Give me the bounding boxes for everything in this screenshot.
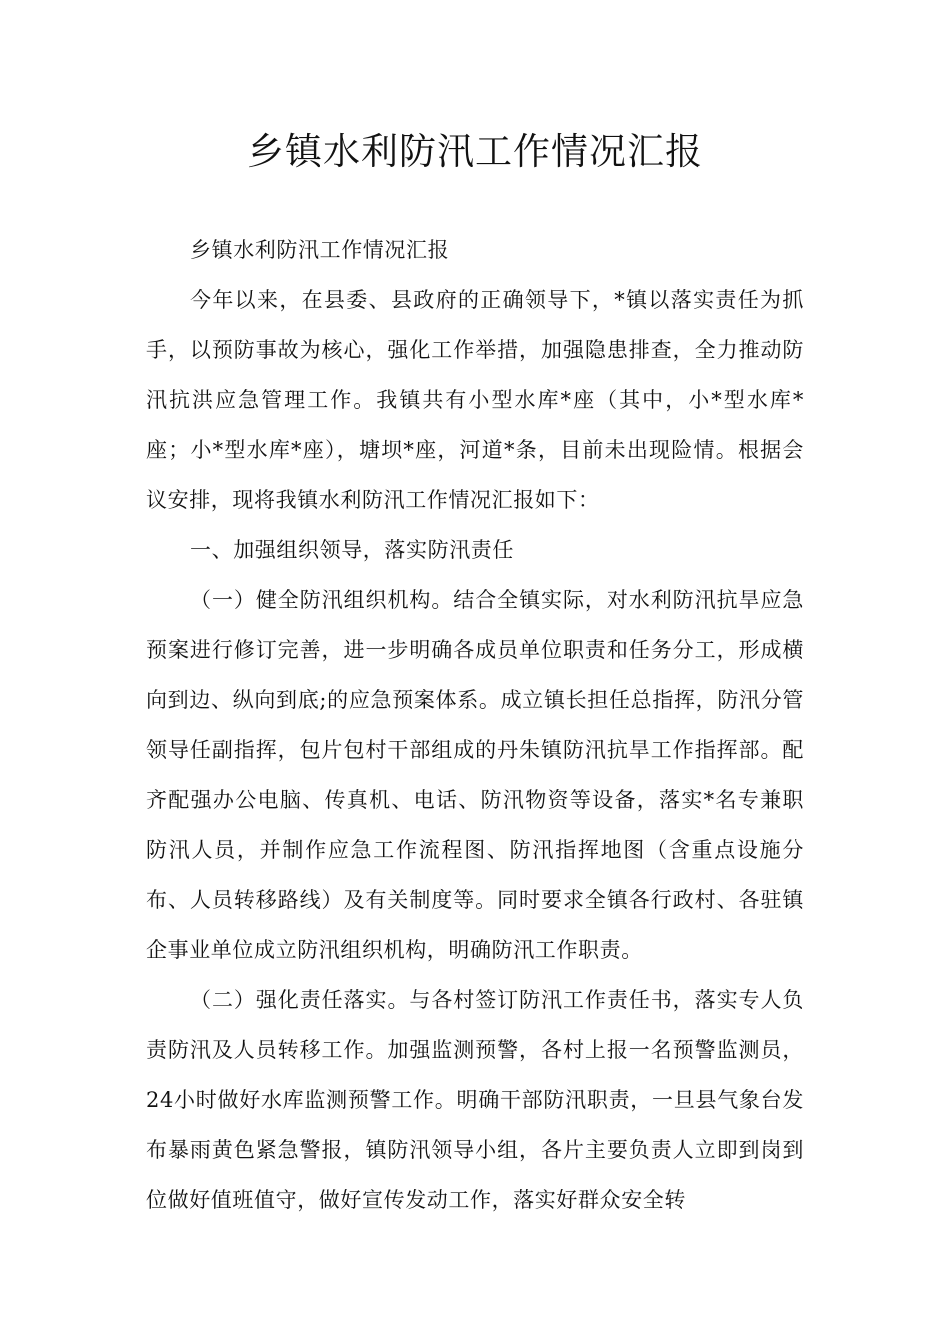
document-title: 乡镇水利防汛工作情况汇报 bbox=[247, 130, 703, 173]
section-heading-1: 一、加强组织领导，落实防汛责任 bbox=[190, 538, 514, 562]
document-body bbox=[146, 225, 804, 1225]
paragraph-subtitle: 乡镇水利防汛工作情况汇报 bbox=[190, 238, 450, 262]
paragraph-organization: （一）健全防汛组织机构。结合全镇实际，对水利防汛抗旱应急预案进行修订完善，进一步明确各成员单位职责和任务分工，形成横向到边、纵向到底;的应急预案体系。成立镇长担任总指挥，防汛分管领导任副指挥，包片包村干部组成的丹朱镇防汛抗旱工作指挥部。配齐配强办公电脑、传真机、电话、防汛物资等设备，落实*名专兼职防汛人员，并制作应急工作流程图、防汛指挥地图（含重点设施分布、人员转移路线）及有关制度等。同时要求全镇各行政村、各驻镇企事业单位成立防汛组织机构，明确防汛工作职责。 bbox=[146, 588, 804, 962]
paragraph-introduction: 今年以来，在县委、县政府的正确领导下，*镇以落实责任为抓手，以预防事故为核心，强化工作举措，加强隐患排查，全力推动防汛抗洪应急管理工作。我镇共有小型水库*座（其中，小*型水库*座；小*型水库*座），塘坝*座，河道*条，目前未出现险情。根据会议安排，现将我镇水利防汛工作情况汇报如下： bbox=[146, 288, 804, 512]
paragraph-responsibility: （二）强化责任落实。与各村签订防汛工作责任书，落实专人负责防汛及人员转移工作。加强监测预警，各村上报一名预警监测员，24小时做好水库监测预警工作。明确干部防汛职责，一旦县气象台发布暴雨黄色紧急警报，镇防汛领导小组，各片主要负责人立即到岗到位做好值班值守，做好宣传发动工作，落实好群众安全转 bbox=[146, 988, 804, 1212]
